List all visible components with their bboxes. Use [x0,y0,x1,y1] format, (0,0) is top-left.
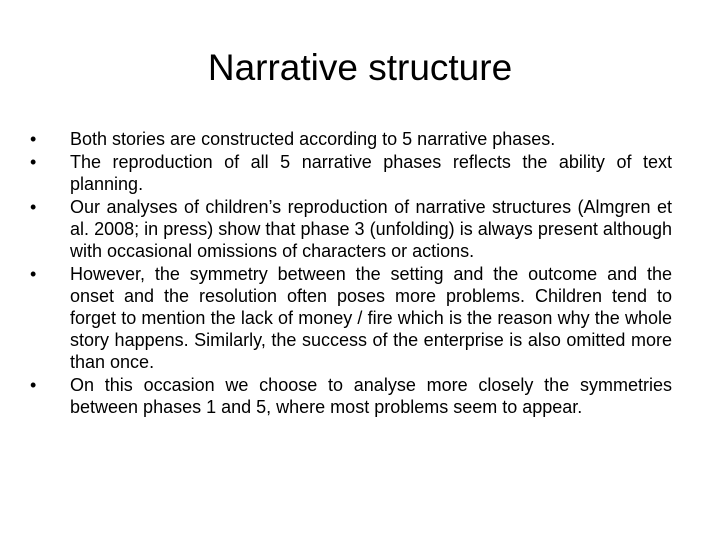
bullet-item [30,263,672,373]
bullet-marker: • [30,264,37,284]
bullet-item [30,151,672,195]
bullet-item [30,374,672,418]
bullet-marker: • [30,197,37,217]
slide-title: Narrative structure [207,47,513,88]
bullet-marker: • [30,375,37,395]
bullet-text: On this occasion we choose to analyse more closely the symmetries between phases 1 and 5, where most problems seem to appear. [70,375,672,417]
bullet-marker: • [30,152,37,172]
bullet-item [30,128,672,150]
bullet-text: The reproduction of all 5 narrative phases reflects the ability of text planning. [70,152,672,194]
bullet-text: Both stories are constructed according to 5 narrative phases. [70,129,556,149]
bullet-marker: • [30,129,37,149]
bullet-item [30,196,672,262]
bullet-text: Our analyses of children’s reproduction of narrative structures (Almgren et al. 2008; in press) show that phase 3 (unfolding) is always present although with occasional omissions of characters or actions. [70,197,672,261]
bullet-list [30,128,672,419]
bullet-text: However, the symmetry between the setting and the outcome and the onset and the resolution often poses more problems. Children tend to forget to mention the lack of money / fire which is the reason why the whole story happens. Similarly, the success of the enterprise is also omitted more than once. [70,264,672,372]
